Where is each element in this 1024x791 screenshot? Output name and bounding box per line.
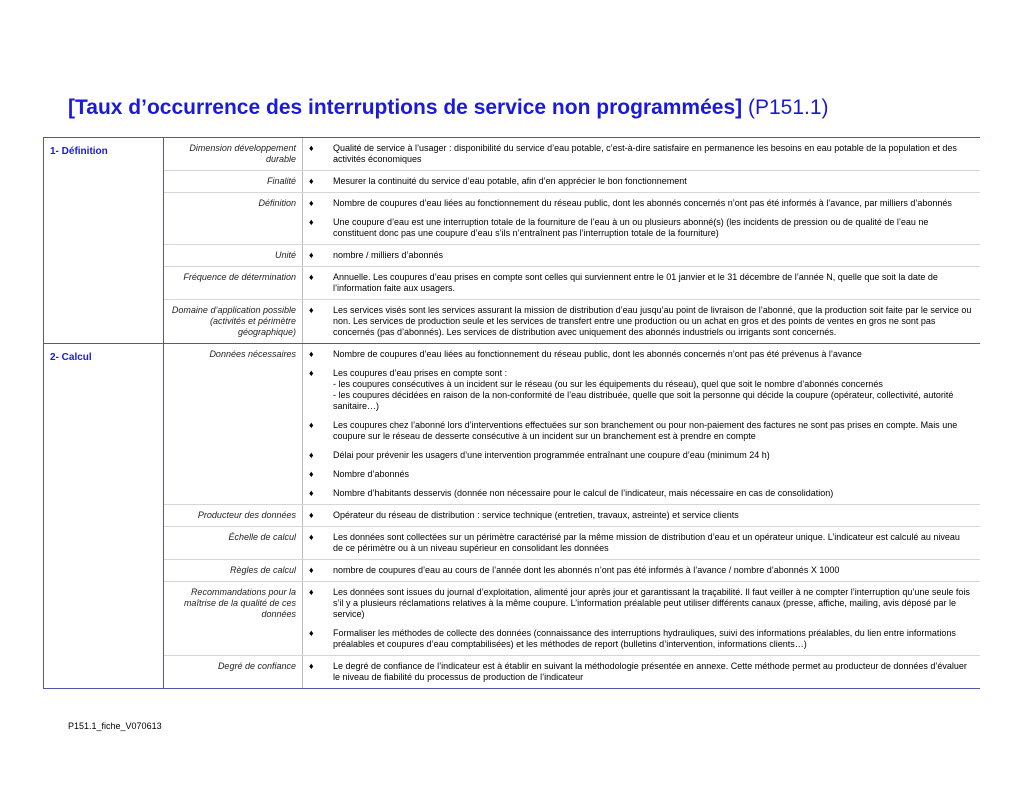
table-row [164,504,980,526]
bullet-item [307,250,972,261]
indicator-sheet-table [43,137,980,689]
row-label: Producteur des données [164,505,303,526]
bullet-item [307,469,972,480]
bullet-text: Formaliser les méthodes de collecte des données (connaissance des interruptions hydrauliques, suivi des informations préalables, du lien entre informations préalables et coupures d’eau comptabilisées) et les méthodes de report (bulletins d’intervention, informations clients…) [333,628,956,649]
bullet-item [307,143,972,165]
diamond-bullet-icon: ♦ [309,661,314,671]
bullet-item [307,420,972,442]
row-label: Définition [164,193,303,244]
section-1 [43,138,980,344]
bullet-text: Les données sont collectées sur un périmètre caractérisé par la même mission de distribution d’eau et un opérateur unique. L’indicateur est calculé au niveau de ce périmètre ou à un niveau supérieur en consolidant les données [333,532,960,553]
bullet-text: Nombre d’habitants desservis (donnée non nécessaire pour le calcul de l’indicateur, mais nécessaire en cas de consolidation) [333,488,834,498]
section-title: 2- Calcul [44,344,164,688]
bullet-item [307,217,972,239]
footer-reference: P151.1_fiche_V070613 [68,721,162,731]
table-row [164,138,980,170]
table-row [164,299,980,343]
diamond-bullet-icon: ♦ [309,587,314,597]
bullet-text: Opérateur du réseau de distribution : service technique (entretien, travaux, astreinte) et service clients [333,510,739,520]
bullet-item [307,587,972,620]
title-code: (P151.1) [747,96,829,119]
table-row [164,266,980,299]
table-row [164,170,980,192]
row-label: Fréquence de détermination [164,267,303,299]
row-content [303,656,980,688]
table-row [164,192,980,244]
diamond-bullet-icon: ♦ [309,450,314,460]
table-row [164,559,980,581]
row-label: Domaine d’application possible (activités et périmètre géographique) [164,300,303,343]
bullet-item [307,450,972,461]
row-label: Recommandations pour la maîtrise de la qualité de ces données [164,582,303,655]
bullet-text: Les coupures d’eau prises en compte sont : - les coupures consécutives à un incident sur le réseau (ou sur les équipements du réseau), quel que soit le nombre d’abonnés concernés - les coupures décidées en raison de la non-conformité de l’eau distribuée, quelle que soit la personne qui décide la coupure (opérateur, collectivité, autorité sanitaire…) [333,368,954,411]
bullet-item [307,488,972,499]
row-content [303,267,980,299]
diamond-bullet-icon: ♦ [309,143,314,153]
table-row [164,244,980,266]
section-2 [43,344,980,689]
row-content [303,344,980,504]
row-label: Dimension développement durable [164,138,303,170]
bullet-text: Une coupure d’eau est une interruption totale de la fourniture de l’eau à un ou plusieurs abonné(s) (les incidents de pression ou de qualité de l’eau ne constituent donc pas une coupure d’eau s’ils n’entraînent pas l’interruption totale de la fourniture) [333,217,929,238]
table-row [164,344,980,504]
row-content [303,582,980,655]
diamond-bullet-icon: ♦ [309,420,314,430]
bullet-item [307,349,972,360]
row-label: Finalité [164,171,303,192]
row-label: Degré de confiance [164,656,303,688]
bullet-text: Nombre de coupures d’eau liées au fonctionnement du réseau public, dont les abonnés concernés n’ont pas été informés à l’avance, par milliers d’abonnés [333,198,952,208]
table-row [164,526,980,559]
diamond-bullet-icon: ♦ [309,272,314,282]
diamond-bullet-icon: ♦ [309,628,314,638]
diamond-bullet-icon: ♦ [309,198,314,208]
row-label: Données nécessaires [164,344,303,504]
page-title [68,96,829,120]
bullet-text: Les données sont issues du journal d’exploitation, alimenté jour après jour et garantissant la traçabilité. Il faut veiller à ne compter l’interruption qu’une seule fois s’il y a plusieurs réclamations relatives à la même coupure. L’information préalable peut utiliser différents canaux (presse, affiche, mailing, avis déposé par le service) [333,587,970,619]
bullet-text: nombre de coupures d’eau au cours de l’année dont les abonnés n’ont pas été informés à l’avance / nombre d’abonnés X 1000 [333,565,840,575]
bullet-text: Nombre de coupures d’eau liées au fonctionnement du réseau public, dont les abonnés concernés n’ont pas été prévenus à l’avance [333,349,862,359]
bullet-item [307,628,972,650]
bullet-text: Les services visés sont les services assurant la mission de distribution d’eau jusqu’au point de livraison de l’abonné, que la production soit faite par le service ou non. Les services de production seule et les services de transfert entre une production ou un achat en gros et des points de ventes en gros ne sont pas concernés (pas d’abonnés). Les services de distribution avec uniquement des abonnés industriels ou irrigants sont concernés. [333,305,972,337]
diamond-bullet-icon: ♦ [309,217,314,227]
row-label: Unité [164,245,303,266]
row-content [303,300,980,343]
diamond-bullet-icon: ♦ [309,368,314,378]
diamond-bullet-icon: ♦ [309,176,314,186]
bullet-item [307,661,972,683]
diamond-bullet-icon: ♦ [309,349,314,359]
bullet-text: Annuelle. Les coupures d’eau prises en compte sont celles qui surviennent entre le 01 janvier et le 31 décembre de l’année N, quelle que soit la date de l’information faite aux usagers. [333,272,938,293]
bullet-item [307,176,972,187]
bullet-text: Les coupures chez l’abonné lors d’interventions effectuées sur son branchement ou pour non-paiement des factures ne sont pas prises en compte. Mais une coupure sur le réseau de desserte consécutive à un incident sur un branchement est à prendre en compte [333,420,958,441]
bullet-item [307,305,972,338]
row-content [303,245,980,266]
bullet-item [307,510,972,521]
title-main: [Taux d’occurrence des interruptions de service non programmées] [68,96,743,119]
row-content [303,138,980,170]
table-row [164,581,980,655]
bullet-item [307,368,972,412]
section-title: 1- Définition [44,138,164,343]
diamond-bullet-icon: ♦ [309,250,314,260]
bullet-text: Le degré de confiance de l’indicateur est à établir en suivant la méthodologie présentée en annexe. Cette méthode permet au producteur de données d’évaluer le niveau de fiabilité du processus de production de l’indicateur [333,661,967,682]
diamond-bullet-icon: ♦ [309,565,314,575]
diamond-bullet-icon: ♦ [309,532,314,542]
table-row [164,655,980,688]
bullet-text: Qualité de service à l’usager : disponibilité du service d’eau potable, c’est-à-dire satisfaire en permanence les besoins en eau potable de la population et des activités économiques [333,143,957,164]
row-content [303,171,980,192]
bullet-text: Mesurer la continuité du service d’eau potable, afin d’en apprécier le bon fonctionnement [333,176,687,186]
bullet-item [307,272,972,294]
bullet-text: Nombre d’abonnés [333,469,410,479]
row-label: Règles de calcul [164,560,303,581]
diamond-bullet-icon: ♦ [309,488,314,498]
bullet-item [307,198,972,209]
row-content [303,527,980,559]
row-content [303,193,980,244]
bullet-text: Délai pour prévenir les usagers d’une intervention programmée entraînant une coupure d’eau (minimum 24 h) [333,450,770,460]
bullet-item [307,532,972,554]
diamond-bullet-icon: ♦ [309,510,314,520]
bullet-text: nombre / milliers d’abonnés [333,250,444,260]
diamond-bullet-icon: ♦ [309,469,314,479]
row-content [303,505,980,526]
diamond-bullet-icon: ♦ [309,305,314,315]
row-content [303,560,980,581]
bullet-item [307,565,972,576]
row-label: Échelle de calcul [164,527,303,559]
